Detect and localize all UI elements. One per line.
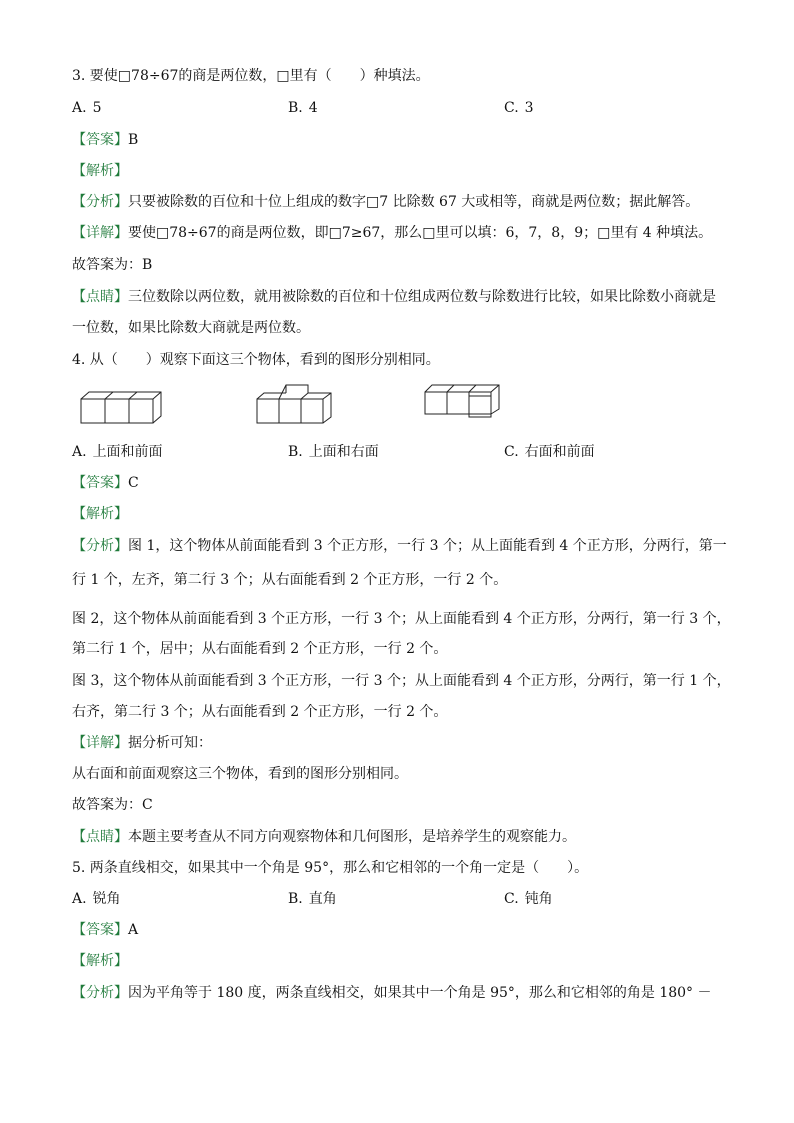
- q4-stem: 4. 从（ ）观察下面这三个物体，看到的图形分别相同。: [72, 352, 440, 368]
- q3-stem: 3. 要使□78÷67的商是两位数，□里有（ ）种填法。: [72, 68, 430, 84]
- q4-conclusion: 故答案为：C: [72, 797, 153, 813]
- q4-fenxi: 【分析】图 1，这个物体从前面能看到 3 个正方形，一行 3 个；从上面能看到 4 个正方形，分两行，第一: [72, 538, 727, 554]
- q4-analysis-heading: 【解析】: [72, 506, 128, 522]
- q4-figure2-text-cont: 第二行 1 个，居中；从右面能看到 2 个正方形，一行 2 个。: [72, 641, 448, 657]
- q4-fenxi-cont: 行 1 个，左齐，第二行 3 个；从右面能看到 2 个正方形，一行 2 个。: [72, 572, 508, 588]
- q4-option-a: A. 上面和前面: [72, 444, 163, 460]
- q4-figure3-text-cont: 右齐，第二行 3 个；从右面能看到 2 个正方形，一行 2 个。: [72, 704, 448, 720]
- q5-analysis-heading: 【解析】: [72, 953, 128, 969]
- cube-stack-3-icon: [424, 384, 500, 418]
- q3-analysis-heading: 【解析】: [72, 163, 128, 179]
- q3-conclusion: 故答案为：B: [72, 257, 153, 273]
- q5-stem: 5. 两条直线相交，如果其中一个角是 95°，那么和它相邻的一个角一定是（ ）。: [72, 860, 589, 876]
- q3-xiangjie: 【详解】要使□78÷67的商是两位数，即□7≥67，那么□里可以填：6，7，8，9；□里有 4 种填法。: [72, 225, 713, 241]
- q3-dianjing: 【点睛】三位数除以两位数，就用被除数的百位和十位组成两位数与除数进行比较，如果比除数小商就是: [72, 289, 716, 305]
- q4-xiangjie-cont: 从右面和前面观察这三个物体，看到的图形分别相同。: [72, 766, 408, 782]
- cube-stack-1-icon: [80, 388, 162, 424]
- q4-xiangjie: 【详解】据分析可知：: [72, 735, 212, 751]
- q4-dianjing: 【点睛】本题主要考查从不同方向观察物体和几何图形，是培养学生的观察能力。: [72, 829, 576, 845]
- q3-option-b: B. 4: [288, 100, 318, 116]
- q3-fenxi: 【分析】只要被除数的百位和十位上组成的数字□7 比除数 67 大或相等，商就是两位数；据此解答。: [72, 194, 700, 210]
- q5-option-b: B. 直角: [288, 891, 337, 907]
- q5-answer: 【答案】A: [72, 922, 139, 938]
- q5-option-c: C. 钝角: [504, 891, 553, 907]
- q4-option-c: C. 右面和前面: [504, 444, 595, 460]
- q3-option-a: A. 5: [72, 100, 102, 116]
- q5-option-a: A. 锐角: [72, 891, 121, 907]
- q3-option-c: C. 3: [504, 100, 534, 116]
- q3-answer: 【答案】B: [72, 132, 139, 148]
- cube-stack-2-icon: [256, 384, 332, 424]
- q4-answer: 【答案】C: [72, 475, 139, 491]
- q4-figures: [72, 384, 532, 428]
- q3-dianjing-cont: 一位数，如果比除数大商就是两位数。: [72, 320, 310, 336]
- q4-option-b: B. 上面和右面: [288, 444, 379, 460]
- q5-fenxi: 【分析】因为平角等于 180 度，两条直线相交，如果其中一个角是 95°，那么和它相邻的角是 180° －: [72, 985, 712, 1001]
- q4-figure3-text: 图 3，这个物体从前面能看到 3 个正方形，一行 3 个；从上面能看到 4 个正方形，分两行，第一行 1 个，: [72, 673, 731, 689]
- q4-figure2-text: 图 2，这个物体从前面能看到 3 个正方形，一行 3 个；从上面能看到 4 个正方形，分两行，第一行 3 个，: [72, 611, 731, 627]
